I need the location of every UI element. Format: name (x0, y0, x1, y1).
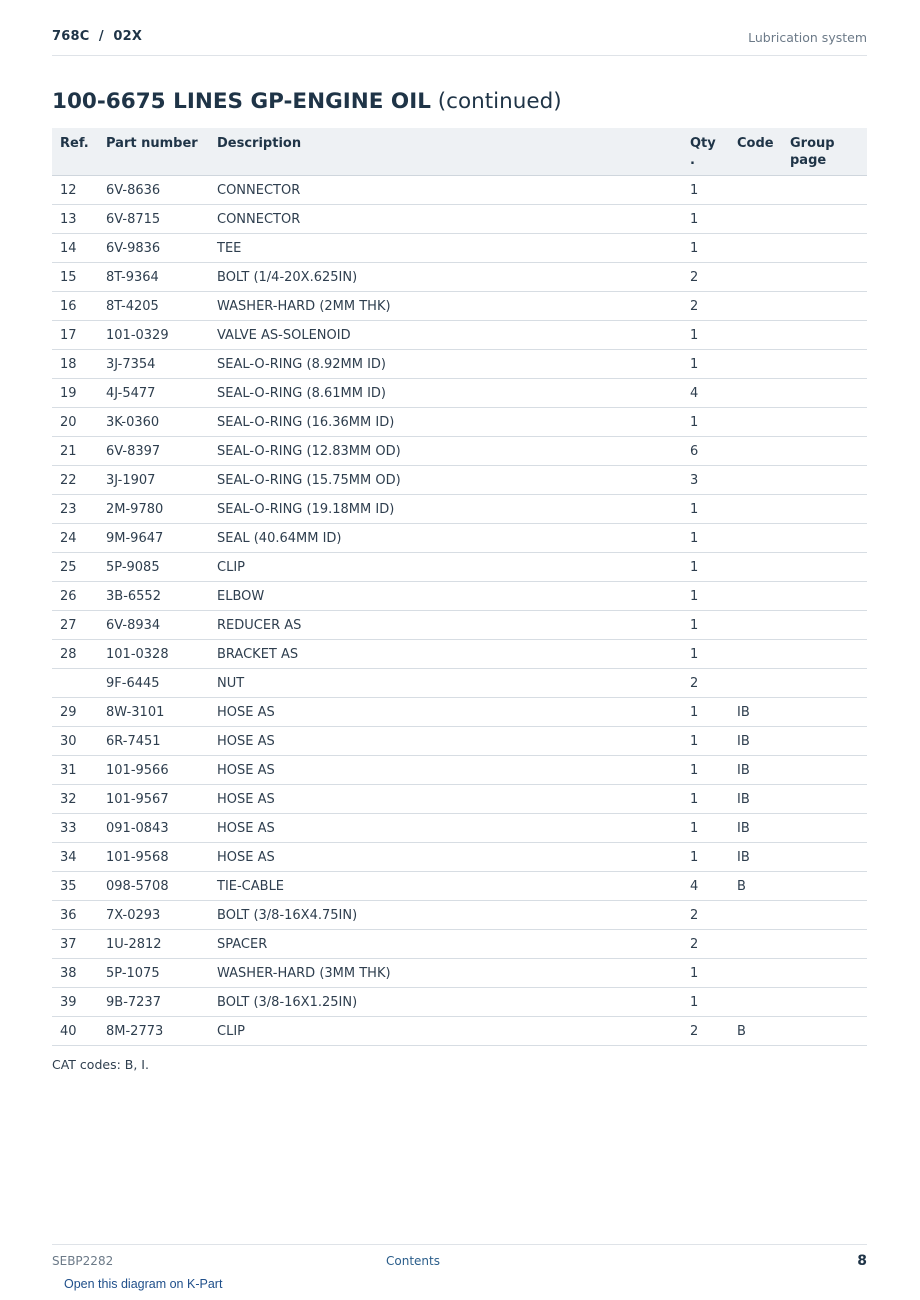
ref-cell: 39 (60, 995, 77, 1010)
qty-cell: 1 (690, 821, 699, 836)
qty-cell: 1 (690, 328, 699, 343)
ref-cell: 20 (60, 415, 77, 430)
description-cell: REDUCER AS (217, 618, 302, 633)
description-cell: SEAL-O-RING (19.18MM ID) (217, 502, 395, 517)
contents-link[interactable]: Contents (386, 1254, 440, 1268)
code-cell: B (737, 879, 746, 894)
ref-cell: 22 (60, 473, 77, 488)
description-cell: SEAL-O-RING (8.92MM ID) (217, 357, 387, 372)
qty-cell: 3 (690, 473, 699, 488)
qty-cell: 1 (690, 589, 699, 604)
qty-cell: 1 (690, 792, 699, 807)
table-row (52, 234, 867, 263)
part-number-cell: 101-0329 (106, 328, 169, 343)
part-number-cell: 8T-4205 (106, 299, 159, 314)
ref-cell: 21 (60, 444, 77, 459)
page-header (52, 28, 867, 56)
ref-cell: 26 (60, 589, 77, 604)
table-row (52, 176, 867, 205)
part-number-cell: 6R-7451 (106, 734, 161, 749)
part-number-cell: 101-9567 (106, 792, 169, 807)
description-cell: WASHER-HARD (3MM THK) (217, 966, 391, 981)
part-number-cell: 8M-2773 (106, 1024, 164, 1039)
table-row (52, 437, 867, 466)
ref-cell: 12 (60, 183, 77, 198)
table-row (52, 263, 867, 292)
description-cell: BRACKET AS (217, 647, 299, 662)
part-number-cell: 8T-9364 (106, 270, 159, 285)
ref-cell: 29 (60, 705, 77, 720)
code-cell: IB (737, 734, 750, 749)
part-number-cell: 098-5708 (106, 879, 169, 894)
table-row (52, 495, 867, 524)
column-header-group-page: Group page (790, 136, 835, 168)
part-number-cell: 6V-8636 (106, 183, 161, 198)
qty-cell: 1 (690, 850, 699, 865)
part-number-cell: 9M-9647 (106, 531, 164, 546)
ref-cell: 25 (60, 560, 77, 575)
qty-cell: 2 (690, 1024, 699, 1039)
code-cell: IB (737, 821, 750, 836)
table-row (52, 611, 867, 640)
ref-cell: 34 (60, 850, 77, 865)
qty-cell: 1 (690, 995, 699, 1010)
table-row (52, 814, 867, 843)
part-number-cell: 101-9566 (106, 763, 169, 778)
qty-cell: 1 (690, 647, 699, 662)
ref-cell: 17 (60, 328, 77, 343)
qty-cell: 1 (690, 618, 699, 633)
part-number-cell: 5P-1075 (106, 966, 160, 981)
column-header-description: Description (217, 136, 302, 151)
description-cell: TEE (217, 241, 242, 256)
table-row (52, 350, 867, 379)
document-id: SEBP2282 (52, 1254, 114, 1268)
part-number-cell: 6V-8934 (106, 618, 161, 633)
description-cell: HOSE AS (217, 850, 275, 865)
table-row (52, 524, 867, 553)
table-body (52, 176, 867, 1046)
ref-cell: 18 (60, 357, 77, 372)
section-name: Lubrication system (748, 30, 867, 45)
table-row (52, 901, 867, 930)
qty-cell: 2 (690, 908, 699, 923)
description-cell: WASHER-HARD (2MM THK) (217, 299, 391, 314)
ref-cell: 33 (60, 821, 77, 836)
table-row (52, 321, 867, 350)
qty-cell: 2 (690, 937, 699, 952)
qty-cell: 1 (690, 763, 699, 778)
table-row (52, 582, 867, 611)
description-cell: CONNECTOR (217, 212, 301, 227)
ref-cell: 13 (60, 212, 77, 227)
page-footer (52, 1244, 867, 1274)
ref-cell: 31 (60, 763, 77, 778)
parts-table (52, 128, 867, 1046)
ref-cell: 28 (60, 647, 77, 662)
ref-cell: 38 (60, 966, 77, 981)
part-number-cell: 7X-0293 (106, 908, 161, 923)
description-cell: BOLT (1/4-20X.625IN) (217, 270, 358, 285)
model-code: 768C / 02X (52, 29, 143, 44)
column-header-part-number: Part number (106, 136, 198, 151)
qty-cell: 2 (690, 676, 699, 691)
table-row (52, 408, 867, 437)
description-cell: ELBOW (217, 589, 265, 604)
part-number-cell: 9B-7237 (106, 995, 161, 1010)
ref-cell: 24 (60, 531, 77, 546)
code-cell: IB (737, 705, 750, 720)
part-number-cell: 4J-5477 (106, 386, 156, 401)
table-row (52, 988, 867, 1017)
table-row (52, 553, 867, 582)
column-header-ref: Ref. (60, 136, 89, 151)
code-cell: IB (737, 763, 750, 778)
ref-cell: 27 (60, 618, 77, 633)
ref-cell: 32 (60, 792, 77, 807)
description-cell: SEAL (40.64MM ID) (217, 531, 342, 546)
qty-cell: 1 (690, 183, 699, 198)
description-cell: BOLT (3/8-16X4.75IN) (217, 908, 358, 923)
table-row (52, 1017, 867, 1046)
description-cell: CONNECTOR (217, 183, 301, 198)
part-number-cell: 091-0843 (106, 821, 169, 836)
table-row (52, 872, 867, 901)
page-number: 8 (857, 1253, 867, 1269)
ref-cell: 15 (60, 270, 77, 285)
table-row (52, 727, 867, 756)
qty-cell: 1 (690, 502, 699, 517)
ref-cell: 14 (60, 241, 77, 256)
table-row (52, 756, 867, 785)
page-title (52, 89, 562, 114)
table-row (52, 698, 867, 727)
part-number-cell: 3J-1907 (106, 473, 156, 488)
table-row (52, 205, 867, 234)
part-number-cell: 6V-8397 (106, 444, 161, 459)
ref-cell: 36 (60, 908, 77, 923)
ref-cell: 19 (60, 386, 77, 401)
table-row (52, 843, 867, 872)
table-row (52, 466, 867, 495)
part-number-cell: 3J-7354 (106, 357, 156, 372)
description-cell: HOSE AS (217, 763, 275, 778)
qty-cell: 1 (690, 705, 699, 720)
qty-cell: 1 (690, 966, 699, 981)
qty-cell: 1 (690, 531, 699, 546)
qty-cell: 4 (690, 879, 699, 894)
part-number-cell: 8W-3101 (106, 705, 165, 720)
table-row (52, 785, 867, 814)
part-number-cell: 101-9568 (106, 850, 169, 865)
description-cell: CLIP (217, 1024, 245, 1039)
part-number-cell: 3K-0360 (106, 415, 160, 430)
part-number-cell: 2M-9780 (106, 502, 164, 517)
qty-cell: 1 (690, 415, 699, 430)
table-row (52, 640, 867, 669)
table-header (52, 128, 867, 176)
table-row (52, 669, 867, 698)
part-number-cell: 3B-6552 (106, 589, 161, 604)
qty-cell: 1 (690, 241, 699, 256)
kpart-link[interactable]: Open this diagram on K-Part (64, 1277, 223, 1291)
ref-cell: 40 (60, 1024, 77, 1039)
cat-codes-note: CAT codes: B, I. (52, 1057, 149, 1072)
description-cell: CLIP (217, 560, 245, 575)
part-number-cell: 1U-2812 (106, 937, 162, 952)
part-number-cell: 6V-8715 (106, 212, 161, 227)
ref-cell: 37 (60, 937, 77, 952)
description-cell: BOLT (3/8-16X1.25IN) (217, 995, 358, 1010)
part-number-cell: 9F-6445 (106, 676, 160, 691)
code-cell: IB (737, 792, 750, 807)
qty-cell: 1 (690, 357, 699, 372)
description-cell: SEAL-O-RING (15.75MM OD) (217, 473, 401, 488)
description-cell: SPACER (217, 937, 268, 952)
qty-cell: 1 (690, 734, 699, 749)
description-cell: HOSE AS (217, 705, 275, 720)
ref-cell: 16 (60, 299, 77, 314)
description-cell: HOSE AS (217, 734, 275, 749)
part-number-cell: 101-0328 (106, 647, 169, 662)
qty-cell: 1 (690, 212, 699, 227)
description-cell: HOSE AS (217, 821, 275, 836)
description-cell: SEAL-O-RING (16.36MM ID) (217, 415, 395, 430)
qty-cell: 2 (690, 299, 699, 314)
qty-cell: 6 (690, 444, 699, 459)
table-row (52, 959, 867, 988)
table-row (52, 930, 867, 959)
ref-cell: 23 (60, 502, 77, 517)
column-header-qty: Qty . (690, 136, 716, 168)
part-number-cell: 5P-9085 (106, 560, 160, 575)
ref-cell: 30 (60, 734, 77, 749)
description-cell: HOSE AS (217, 792, 275, 807)
description-cell: VALVE AS-SOLENOID (217, 328, 351, 343)
ref-cell: 35 (60, 879, 77, 894)
column-header-code: Code (737, 136, 774, 151)
table-row (52, 292, 867, 321)
qty-cell: 4 (690, 386, 699, 401)
code-cell: B (737, 1024, 746, 1039)
group-title: 100-6675 LINES GP-ENGINE OIL (52, 89, 431, 114)
title-suffix: (continued) (437, 89, 562, 114)
part-number-cell: 6V-9836 (106, 241, 161, 256)
code-cell: IB (737, 850, 750, 865)
description-cell: TIE-CABLE (217, 879, 285, 894)
description-cell: SEAL-O-RING (12.83MM OD) (217, 444, 401, 459)
qty-cell: 2 (690, 270, 699, 285)
table-row (52, 379, 867, 408)
description-cell: NUT (217, 676, 245, 691)
qty-cell: 1 (690, 560, 699, 575)
description-cell: SEAL-O-RING (8.61MM ID) (217, 386, 387, 401)
